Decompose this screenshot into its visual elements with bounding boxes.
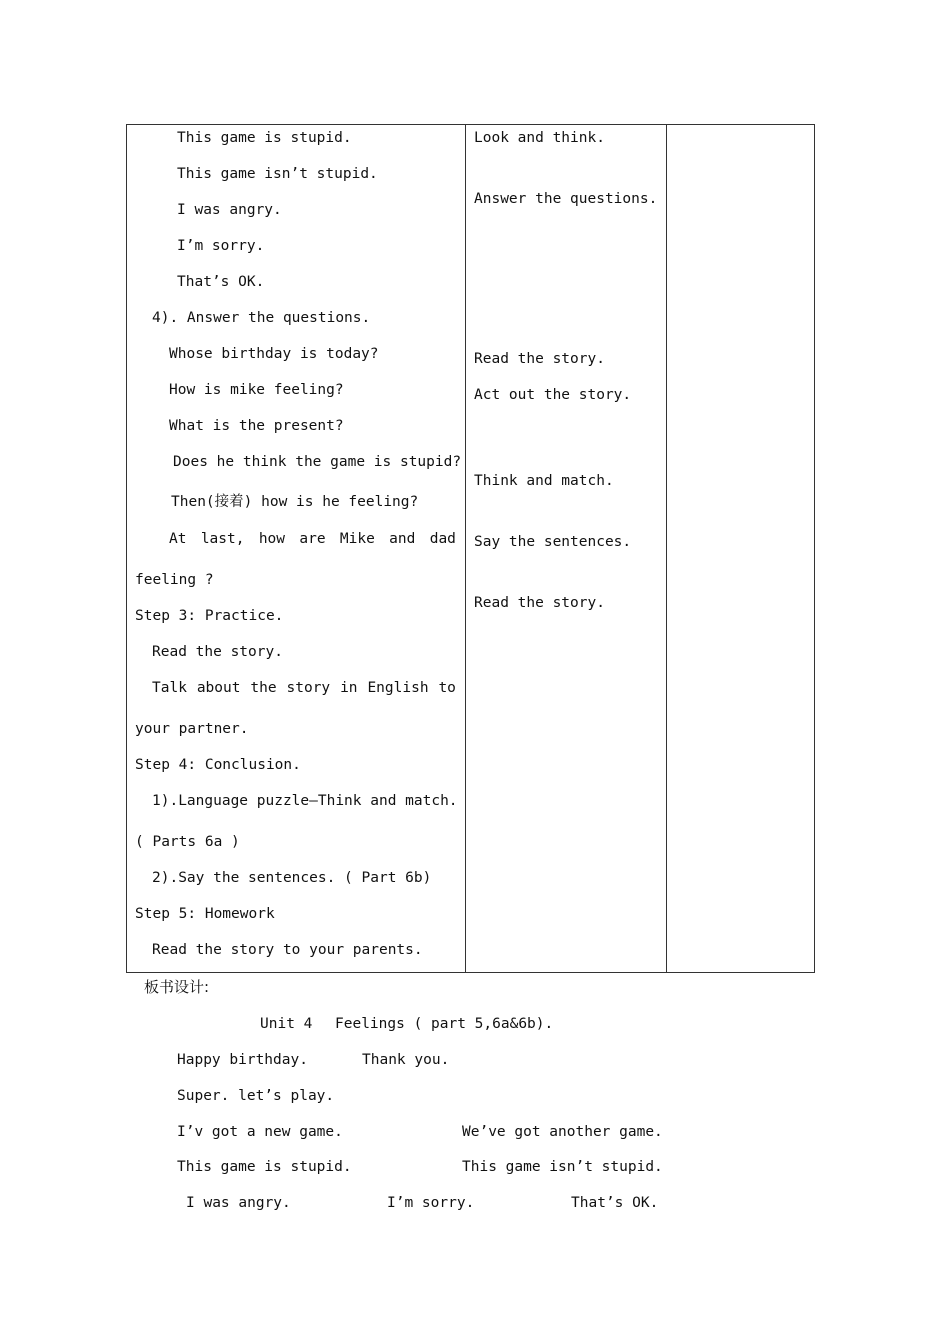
board-line: I was angry. [186,1195,291,1211]
sub-step-heading: 4). Answer the questions. [152,310,371,326]
activity-line: 1).Language puzzle—Think and match. [152,793,458,809]
activity-line-continued: ( Parts 6a ) [135,834,240,850]
question-line: Does he think the game is stupid? [173,454,462,470]
question-line-continued: feeling ? [135,572,214,588]
activity-line-continued: your partner. [135,721,249,737]
word: about [196,680,241,696]
board-title-unit: Unit 4 [260,1016,313,1032]
word: are [299,531,326,547]
word: story [286,680,331,696]
word: At [169,531,187,547]
question-line: What is the present? [169,418,344,434]
board-line: Happy birthday. [177,1052,308,1068]
board-line: Super. let’s play. [177,1088,335,1104]
board-title: Feelings ( part 5,6a&6b). [335,1016,554,1032]
word: to [438,680,456,696]
question-line-justified [169,530,456,548]
word: how [258,531,286,547]
step-heading: Step 4: Conclusion. [135,757,301,773]
word: English [367,680,429,696]
activity-cell-text: Answer the questions. [474,191,658,207]
board-line: I’v got a new game. [177,1124,343,1140]
board-line: We’ve got another game. [462,1124,663,1140]
sentence-line: This game is stupid. [177,130,352,146]
question-line: How is mike feeling? [169,382,344,398]
activity-cell-text: Say the sentences. [474,534,632,550]
board-line: This game is stupid. [177,1159,352,1175]
word: and [389,531,416,547]
sentence-line: This game isn’t stupid. [177,166,378,182]
board-line: I’m sorry. [387,1195,475,1211]
board-line: Thank you. [362,1052,450,1068]
board-line: This game isn’t stupid. [462,1159,663,1175]
word: dad [429,531,456,547]
word: last, [200,531,245,547]
sentence-line: That’s OK. [177,274,265,290]
step-heading: Step 5: Homework [135,906,275,922]
sentence-line: I was angry. [177,202,282,218]
activity-line: 2).Say the sentences. ( Part 6b) [152,870,432,886]
column-divider-1 [465,125,466,972]
question-line: Whose birthday is today? [169,346,379,362]
board-heading: 板书设计: [144,978,210,996]
activity-line: Read the story. [152,644,283,660]
word: the [250,680,277,696]
word: Mike [339,531,375,547]
activity-line-justified [152,679,456,697]
activity-cell-text: Read the story. [474,351,605,367]
question-line: Then(接着) how is he feeling? [171,494,419,510]
word: in [340,680,358,696]
word: Talk [152,680,187,696]
activity-line: Read the story to your parents. [152,942,423,958]
activity-cell-text: Act out the story. [474,387,632,403]
activity-cell-text: Read the story. [474,595,605,611]
column-divider-2 [666,125,667,972]
activity-cell-text: Look and think. [474,130,605,146]
activity-cell-text: Think and match. [474,473,614,489]
board-line: That’s OK. [571,1195,659,1211]
sentence-line: I’m sorry. [177,238,265,254]
step-heading: Step 3: Practice. [135,608,284,624]
